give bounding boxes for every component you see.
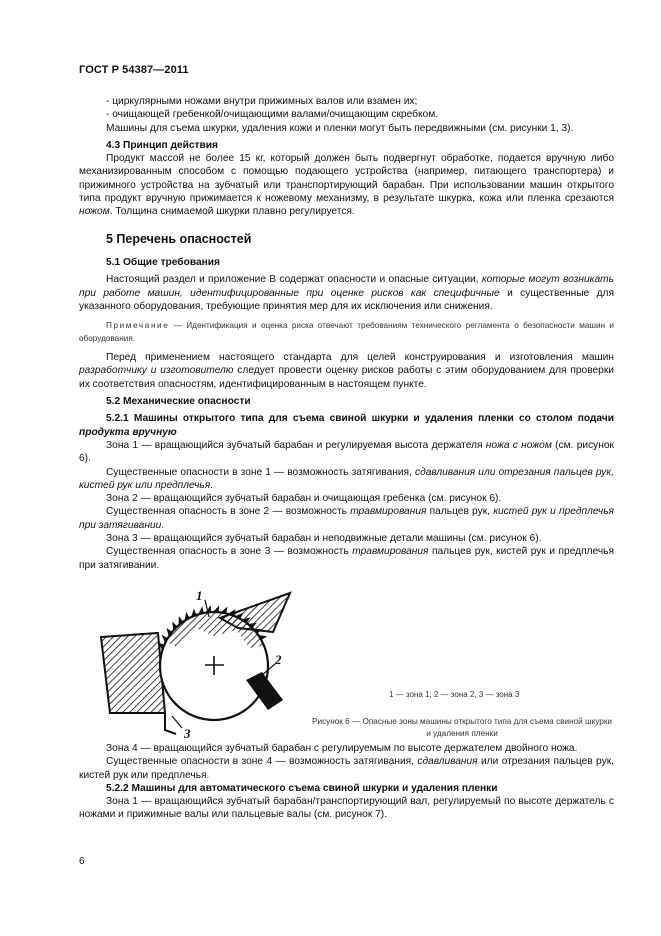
page-number: 6 <box>79 856 85 867</box>
paragraph <box>79 351 614 391</box>
text-run: и существенные для указанного оборудования, требующие принятия мер для их исключения или снижения. <box>79 287 615 312</box>
text-run: . Толщина снимаемой шкурки плавно регулируется. <box>109 206 355 218</box>
italic-text: кистей рук и предплечья при затягивании <box>79 506 615 531</box>
subsection-heading <box>79 395 614 408</box>
zone-2-label: 2 <box>275 652 282 667</box>
paragraph <box>79 505 614 532</box>
paragraph <box>79 152 614 218</box>
document-header: ГОСТ Р 54387—2011 <box>79 64 189 76</box>
text-run: Настоящий раздел и приложение В содержат опасности и опасные ситуации, <box>106 274 482 286</box>
spacer <box>79 219 614 233</box>
text-run: (см. рисунок 6). <box>79 439 614 465</box>
bullet-line <box>79 108 614 121</box>
paragraph <box>79 439 614 466</box>
section-heading <box>79 233 614 246</box>
text-run: . <box>161 519 165 531</box>
text-run: Зона 2 — вращающийся зубчатый барабан и очищающая гребенка (см. рисунок 6). <box>106 493 502 505</box>
italic-text: ножом <box>79 206 110 218</box>
paragraph <box>79 122 614 135</box>
subsection-heading <box>79 139 614 152</box>
italic-text: продукта вручную <box>79 426 177 438</box>
text-run: Существенная опасность в зоне 2 — возможность <box>106 506 351 518</box>
paragraph <box>79 273 614 313</box>
text-run: Машины для съема шкурки, удаления кожи и пленки могут быть передвижными (см. рисунки 1, 3). <box>106 122 574 134</box>
text-run: 5.2.1 Машины открытого типа для съема свиной шкурки и удаления пленки со столом подачи <box>106 413 614 425</box>
text-run: Зона 1 — вращающийся зубчатый барабан/транспортирующий вал, регулируемый по высоте держатель с ножами и прижимные валы или пальцевые валы (см. рисунок 7). <box>79 796 614 821</box>
text-run: Примечание <box>106 321 170 331</box>
bullet-line <box>79 95 614 108</box>
subsection-heading <box>79 412 614 439</box>
text-run: 5.1 Общие требования <box>106 256 220 268</box>
text-run: 5 Перечень опасностей <box>106 231 252 246</box>
italic-text: сдавливания <box>417 756 478 768</box>
text-run: 4.3 Принцип действия <box>106 139 218 151</box>
figure-legend: 1 — зона 1; 2 — зона 2, 3 — зона 3 <box>389 690 520 699</box>
text-run: пальцев рук, кистей рук и предплечья при затягивании. <box>79 546 615 571</box>
italic-text: ножа с ножом <box>485 439 552 451</box>
paragraph <box>79 466 614 493</box>
drum-teeth <box>158 605 267 650</box>
text-run: следует провести оценку рисков работы с этим оборудованием для проверки их соответствия опасностям, идентифицированным в настоящем пункте. <box>79 365 614 390</box>
paragraph <box>79 742 614 755</box>
note <box>79 319 614 345</box>
text-run: Существенные опасности в зоне 4 — возможность затягивания, <box>106 756 418 768</box>
paragraph <box>79 532 614 545</box>
subsection-heading <box>79 256 614 269</box>
paragraph <box>79 545 614 572</box>
text-run: Зона 4 — вращающийся зубчатый барабан с регулируемым по высоте держателем двойного ножа. <box>106 743 578 754</box>
zone-3-label: 3 <box>184 726 191 741</box>
italic-text: травмирования <box>350 506 427 518</box>
text-run: пальцев рук, <box>426 506 494 518</box>
text-run: — Идентификация и оценка риска отвечают требованиям технического регламента о безопасности машин и оборудования. <box>79 321 614 344</box>
text-run: . <box>210 479 214 491</box>
text-run: - очищающей гребенкой/очищающими валами/очищающим скребком. <box>106 109 439 121</box>
text-column-bottom <box>79 742 614 822</box>
italic-text: травмирования <box>352 546 429 558</box>
fixed-machine-part <box>101 633 165 713</box>
text-run: Существенная опасность в зоне 3 — возможность <box>106 546 353 558</box>
toothed-drum <box>160 612 268 720</box>
text-run: - циркулярными ножами внутри прижимных валов или взамен их; <box>106 96 418 107</box>
text-column-top <box>79 95 614 572</box>
knife-holder <box>220 593 290 632</box>
paragraph <box>79 795 614 822</box>
paragraph <box>79 492 614 505</box>
italic-text: разработчику и изготовителю <box>79 365 234 377</box>
text-run: Продукт массой не более 15 кг, который должен быть подвергнут обработке, подается вручную либо механизированным способом с помощью подающего устройства (например, питающего транспортера) и прижимного устройства на зубчатый или транспортирующий барабан. При использовании машин открытого типа продукт вручную прижимается к ножевому механизму, в результате шкурка, кожа или пленка срезаются <box>79 153 614 205</box>
text-run: Существенные опасности в зоне 1 — возможность затягивания, <box>106 466 415 478</box>
text-run: Зона 3 — вращающийся зубчатый барабан и неподвижные детали машины (см. рисунок 6). <box>106 533 542 545</box>
subsection-heading <box>79 782 614 795</box>
text-run: Перед применением настоящего стандарта для целей конструирования и изготовления машин <box>106 352 614 364</box>
text-run: 5.2 Механические опасности <box>106 396 251 408</box>
text-run: Зона 1 — вращающийся зубчатый барабан и регулируемая высота держателя <box>106 439 486 451</box>
figure-caption: Рисунок 6 — Опасные зоны машины открытого типа для съема свиной шкурки и удаления пленки <box>312 717 612 738</box>
spacer <box>79 246 614 256</box>
paragraph <box>79 755 614 782</box>
italic-text: которые могут возникать при работе машин, идентифицированные при оценке рисков как специфичные <box>79 274 615 299</box>
text-run: 5.2.2 Машины для автоматического съема свиной шкурки и удаления пленки <box>106 782 498 794</box>
text-run: или отрезания пальцев рук, кистей рук или предплечья. <box>79 756 614 781</box>
cleaning-comb <box>246 672 283 710</box>
italic-text: сдавливания или отрезания пальцев рук, кистей рук или предплечья <box>79 466 614 491</box>
zone-1-label: 1 <box>196 588 203 603</box>
